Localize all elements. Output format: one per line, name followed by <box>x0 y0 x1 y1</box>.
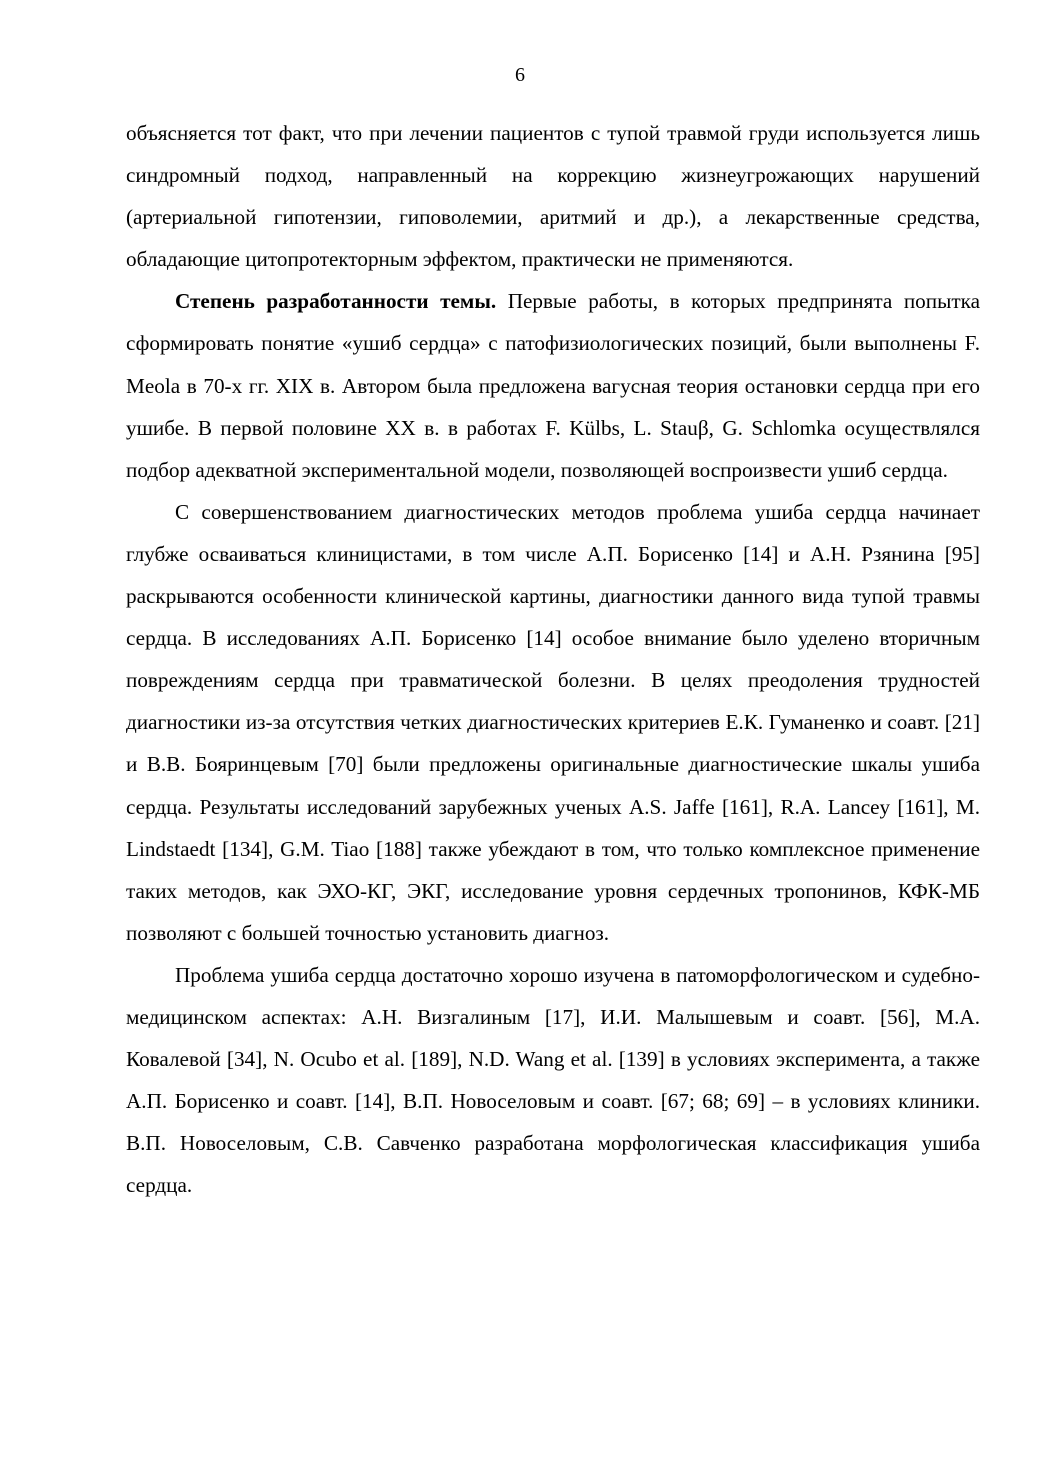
paragraph-text: Первые работы, в которых предпринята попытка сформировать понятие «ушиб сердца» с патофизиологических позиций, были выполнены F. Meola в 70-х гг. XIX в. Автором была предложена вагусная теория остановки сердца при его ушибе. В первой половине XX в. в работах F. Külbs, L. Stauβ, G. Schlomka осуществлялся подбор адекватной экспериментальной модели, позволяющей воспроизвести ушиб сердца. <box>126 289 980 482</box>
section-heading: Степень разработанности темы. <box>175 289 497 314</box>
paragraph-pathomorphology: Проблема ушиба сердца достаточно хорошо изучена в патоморфологическом и судебно-медицинском аспектах: А.Н. Визгалиным [17], И.И. Малышевым и соавт. [56], М.А. Ковалевой [34], N. Ocubo et al. [189], N.D. Wang et al. [139] в условиях эксперимента, а также А.П. Борисенко и соавт. [14], В.П. Новоселовым и соавт. [67; 68; 69] – в условиях клиники. В.П. Новоселовым, С.В. Савченко разработана морфологическая классификация ушиба сердца. <box>126 962 980 1198</box>
paragraph-diagnostics: С совершенствованием диагностических методов проблема ушиба сердца начинает глубже осваиваться клиницистами, в том числе А.П. Борисенко [14] и А.Н. Рзянина [95] раскрываются особенности клинической картины, диагностики данного вида тупой травмы сердца. В исследованиях А.П. Борисенко [14] особое внимание было уделено вторичным повреждениям сердца при травматической болезни. В целях преодоления трудностей диагностики из-за отсутствия четких диагностических критериев Е.К. Гуманенко и соавт. [21] и В.В. Бояринцевым [70] были предложены оригинальные диагностические шкалы ушиба сердца. Результаты исследований зарубежных ученых A.S. Jaffe [161], R.A. Lancey [161], M. Lindstaedt [134], G.M. Tiao [188] также убеждают в том, что только комплексное применение таких методов, как ЭХО-КГ, ЭКГ, исследование уровня сердечных тропонинов, КФК-МБ позволяют с большей точностью установить диагноз. <box>126 499 980 945</box>
page-number: 6 <box>515 64 525 86</box>
body-text <box>126 112 980 1206</box>
paragraph-development-degree <box>126 280 980 490</box>
paragraph-continuation: объясняется тот факт, что при лечении пациентов с тупой травмой груди используется лишь синдромный подход, направленный на коррекцию жизнеугрожающих нарушений (артериальной гипотензии, гиповолемии, аритмий и др.), а лекарственные средства, обладающие цитопротекторным эффектом, практически не применяются. <box>126 121 980 272</box>
